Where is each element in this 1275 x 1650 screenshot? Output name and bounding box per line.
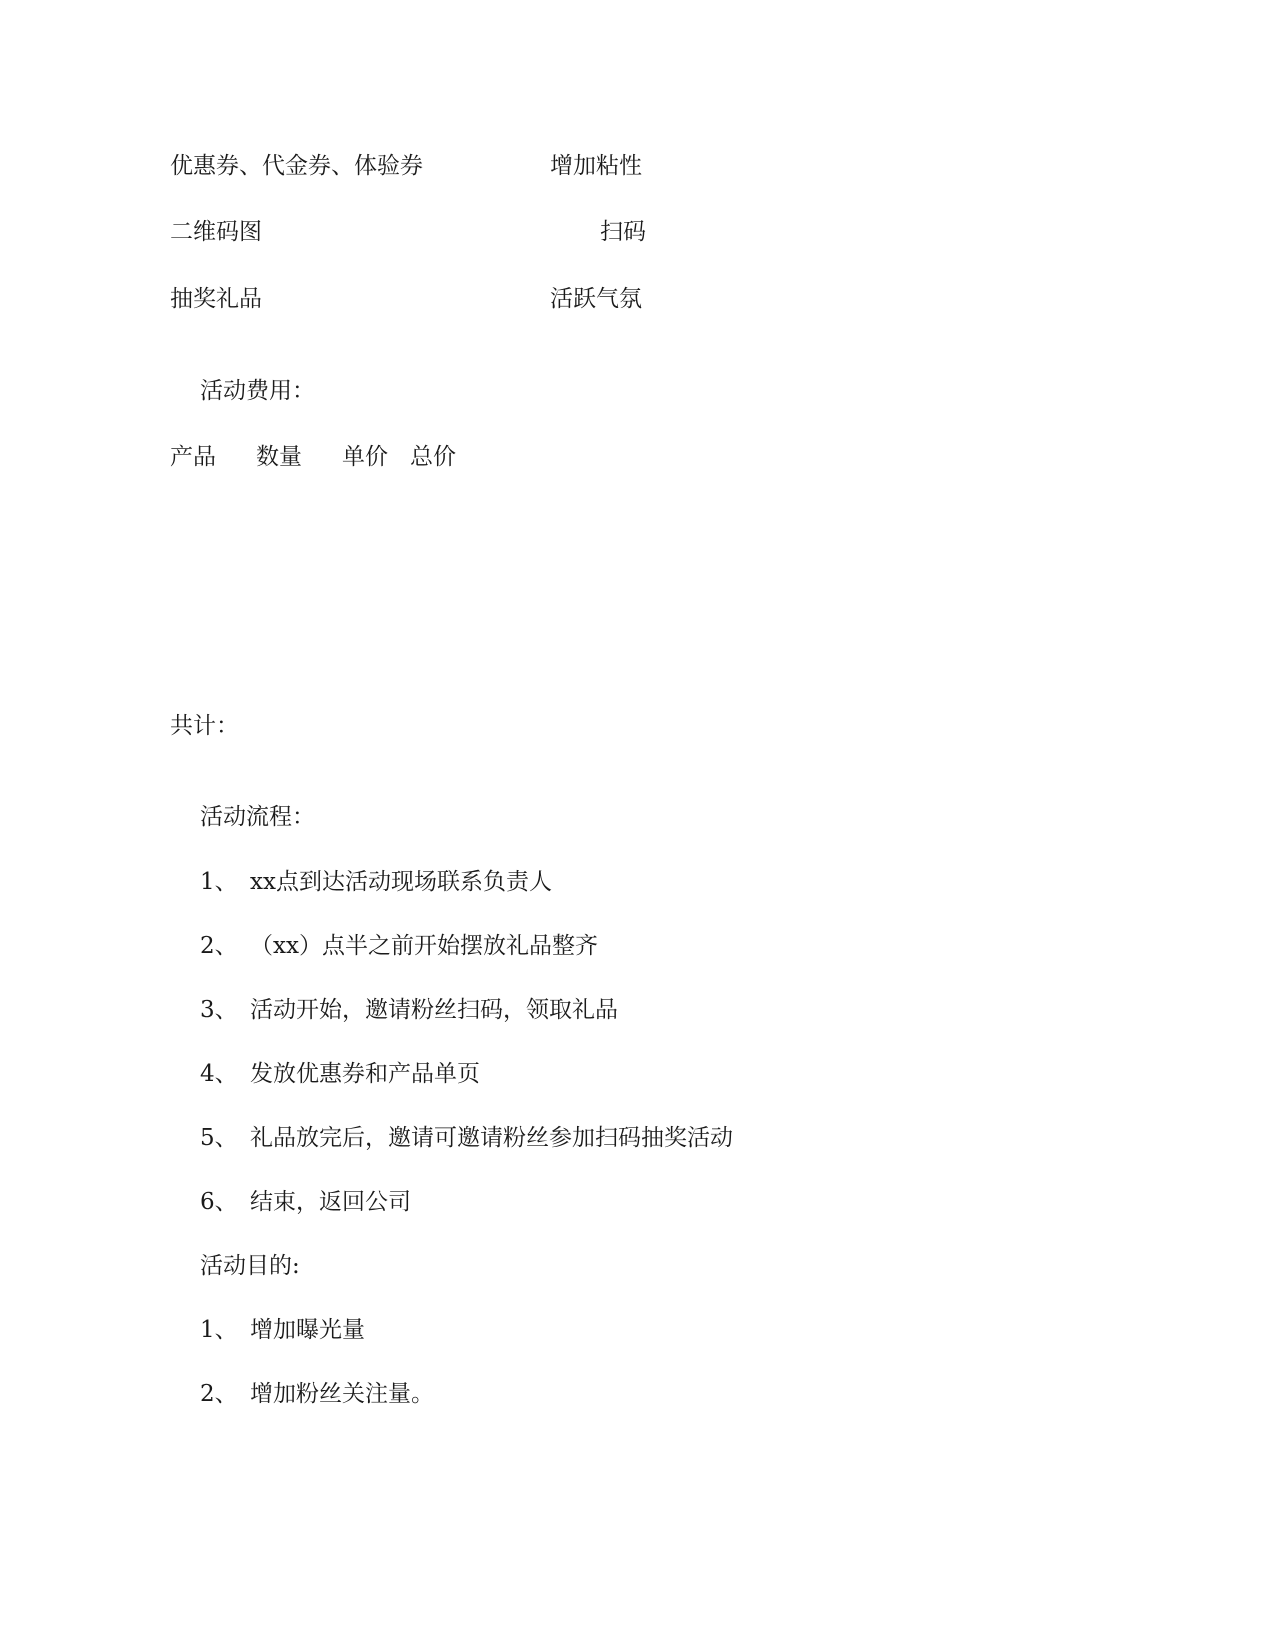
process-step-text: 礼品放完后，邀请可邀请粉丝参加扫码抽奖活动 xyxy=(250,1125,733,1151)
process-step-number: 1、 xyxy=(200,869,238,895)
item-purpose: 增加粘性 xyxy=(550,153,642,179)
goal-number: 2、 xyxy=(200,1381,238,1407)
cost-column-header: 总价 xyxy=(410,444,456,470)
cost-column-header: 数量 xyxy=(256,444,302,470)
process-step-text: 发放优惠券和产品单页 xyxy=(250,1061,480,1087)
goals-heading: 活动目的: xyxy=(200,1253,300,1279)
goal-number: 1、 xyxy=(200,1317,238,1343)
cost-total-label: 共计： xyxy=(170,713,239,739)
process-step-text: 结束，返回公司 xyxy=(250,1189,411,1215)
process-step-number: 4、 xyxy=(200,1061,238,1087)
cost-column-header: 产品 xyxy=(170,444,216,470)
item-purpose: 活跃气氛 xyxy=(550,286,642,312)
cost-heading: 活动费用： xyxy=(200,378,315,404)
item-label: 二维码图 xyxy=(170,219,262,245)
process-step-number: 6、 xyxy=(200,1189,238,1215)
cost-column-header: 单价 xyxy=(342,444,388,470)
item-purpose: 扫码 xyxy=(600,219,646,245)
item-label: 优惠券、代金券、体验券 xyxy=(170,153,423,179)
process-step-number: 2、 xyxy=(200,933,238,959)
process-step-number: 5、 xyxy=(200,1125,238,1151)
process-step-text: （xx）点半之前开始摆放礼品整齐 xyxy=(250,933,598,959)
item-label: 抽奖礼品 xyxy=(170,286,262,312)
process-step-text: 活动开始，邀请粉丝扫码，领取礼品 xyxy=(250,997,618,1023)
process-step-text: xx点到达活动现场联系负责人 xyxy=(250,869,552,895)
goal-text: 增加曝光量 xyxy=(250,1317,365,1343)
process-step-number: 3、 xyxy=(200,997,238,1023)
goal-text: 增加粉丝关注量。 xyxy=(250,1381,434,1407)
process-heading: 活动流程： xyxy=(200,804,315,830)
